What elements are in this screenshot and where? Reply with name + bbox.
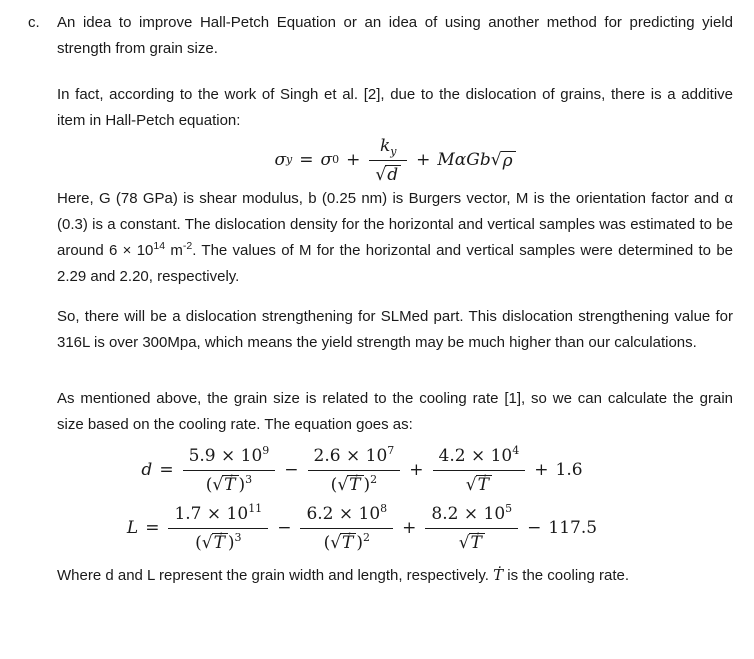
- exponent: 3: [245, 473, 253, 486]
- constant-term: 1.6: [555, 460, 583, 480]
- ky-over-sqrt-d-fraction: [369, 135, 407, 186]
- paragraph-singh: In fact, according to the work of Singh et al. [2], due to the dislocation of grains, there is a additive item in Hall-Petch equation:: [57, 86, 733, 129]
- parameters-text: Here, G (78 GPa) is shear modulus, b (0.25 nm) is Burgers vector, M is the orientation factor and α (0.3) is a constant. The dislocation density for the horizontal and vertical samples was estimated to be around 6 × 10: [57, 190, 733, 259]
- left-paren: (: [323, 533, 331, 553]
- minus-sign: −: [277, 518, 292, 538]
- sigma-0-symbol: σ: [320, 149, 333, 170]
- radicand-t-dot: Ṫ: [469, 533, 485, 552]
- fraction-term-1: [168, 503, 268, 554]
- exponent: 5: [505, 502, 513, 515]
- list-marker: c.: [28, 14, 40, 31]
- plus-sign: +: [409, 460, 424, 480]
- right-paren: ): [238, 475, 246, 495]
- paragraph-dislocation: So, there will be a dislocation strengthening for SLMed part. This dislocation strengthening value for 316L is over 300Mpa, which means the yield strength may be much higher than our calculations.: [57, 308, 733, 351]
- fraction-term-2: [300, 503, 393, 554]
- exponent-14: 14: [153, 240, 166, 252]
- right-paren: ): [363, 475, 371, 495]
- exponent-minus-2: -2: [182, 240, 193, 252]
- equation-hall-petch: σ y = σ 0 + $\frac{k_y}{√ d}$ + MαGb √ ρ: [57, 134, 733, 186]
- parameters-text-cont: . The values of M for the horizontal and vertical samples were determined to be 2.29 and 2.20, respectively.: [57, 242, 733, 285]
- coefficient: 2.6 × 10: [313, 446, 388, 466]
- minus-sign: −: [527, 518, 542, 538]
- plus-sign: +: [346, 149, 361, 170]
- equals-sign: =: [159, 460, 174, 480]
- exponent: 8: [380, 502, 388, 515]
- right-paren: ): [356, 533, 364, 553]
- radicand-t-dot: Ṫ: [340, 533, 356, 552]
- paragraph-parameters: [57, 186, 733, 290]
- exponent: 4: [512, 444, 520, 457]
- equals-sign: =: [299, 149, 314, 170]
- coefficient: 1.7 × 10: [174, 504, 249, 524]
- radical-icon: √: [337, 475, 348, 495]
- radical-icon: √: [201, 533, 212, 553]
- radicand-d: d: [385, 165, 401, 184]
- magb-term: MαGb: [437, 149, 491, 170]
- constant-term: 117.5: [548, 518, 598, 538]
- fraction-term-3: [425, 503, 518, 554]
- coefficient: 4.2 × 10: [438, 446, 513, 466]
- closing-text: Where d and L represent the grain width and length, respectively.: [57, 567, 494, 584]
- k-symbol: k: [379, 135, 391, 156]
- minus-sign: −: [284, 460, 299, 480]
- closing-text-cont: is the cooling rate.: [503, 567, 630, 584]
- radicand-rho: ρ: [501, 151, 516, 170]
- radicand-t-dot: Ṫ: [212, 533, 228, 552]
- l-symbol: L: [126, 518, 139, 538]
- paragraph-cooling-rate: As mentioned above, the grain size is related to the cooling rate [1], so we can calculate the grain size based on the cooling rate. The equation goes as:: [57, 390, 733, 433]
- radical-icon: √: [490, 149, 501, 170]
- t-dot-symbol: Ṫ: [493, 566, 504, 584]
- exponent: 2: [363, 531, 371, 544]
- plus-sign: +: [402, 518, 417, 538]
- exponent: 3: [234, 531, 242, 544]
- d-symbol: d: [141, 460, 153, 480]
- coefficient: 6.2 × 10: [306, 504, 381, 524]
- radical-icon: √: [375, 164, 386, 185]
- equation-grain-length: [24, 503, 700, 554]
- coefficient: 5.9 × 10: [188, 446, 263, 466]
- right-paren: ): [227, 533, 235, 553]
- left-paren: (: [195, 533, 202, 553]
- exponent: 2: [370, 473, 378, 486]
- radical-icon: √: [212, 475, 223, 495]
- fraction-term-1: [183, 445, 276, 496]
- equation-grain-width: [24, 445, 700, 496]
- fraction-term-3: [433, 445, 526, 496]
- radicand-t-dot: Ṫ: [347, 475, 363, 494]
- left-paren: (: [205, 475, 213, 495]
- equals-sign: =: [145, 518, 160, 538]
- radical-icon: √: [465, 475, 476, 495]
- k-subscript: y: [390, 144, 397, 158]
- fraction-term-2: [308, 445, 401, 496]
- exponent: 11: [248, 502, 263, 515]
- paragraph-closing: [57, 562, 733, 589]
- coefficient: 8.2 × 10: [431, 504, 506, 524]
- radicand-t-dot: Ṫ: [222, 475, 238, 494]
- unit-m: m: [165, 242, 183, 259]
- sigma-y-symbol: σ: [274, 149, 287, 170]
- plus-sign: +: [416, 149, 431, 170]
- exponent: 7: [387, 444, 395, 457]
- paragraph-idea: An idea to improve Hall-Petch Equation or an idea of using another method for predicting yield strength from grain size.: [57, 14, 733, 57]
- left-paren: (: [330, 475, 338, 495]
- radicand-t-dot: Ṫ: [476, 475, 492, 494]
- exponent: 9: [262, 444, 270, 457]
- radical-icon: √: [458, 533, 469, 553]
- plus-sign: +: [534, 460, 549, 480]
- radical-icon: √: [330, 533, 341, 553]
